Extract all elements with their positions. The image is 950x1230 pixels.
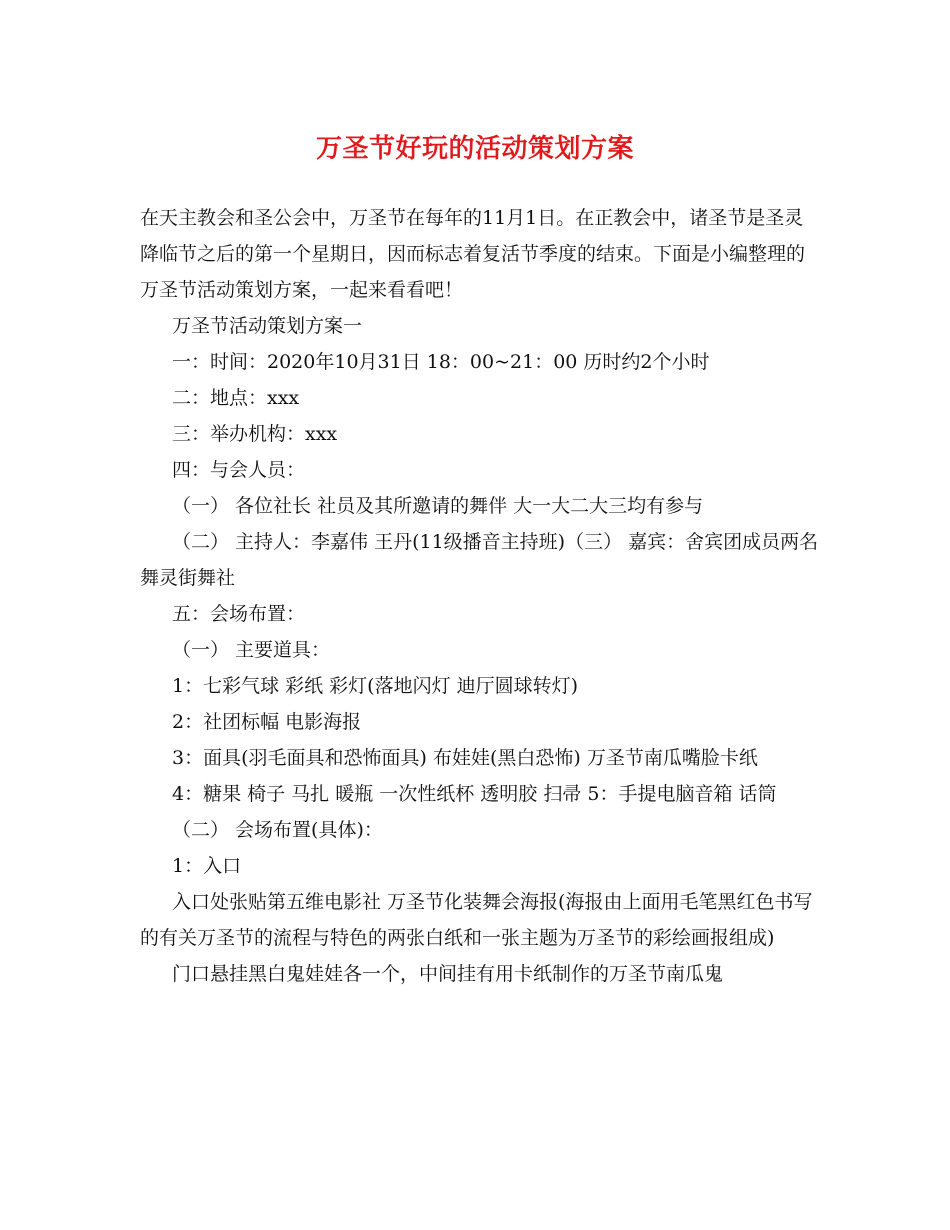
venue-setup-detail: （二） 会场布置(具体)：	[172, 819, 383, 841]
item-location: 二：地点：xxx	[172, 387, 300, 409]
document-body	[140, 200, 820, 992]
item-attendees: 四：与会人员：	[172, 459, 306, 481]
item-time: 一：时间：2020年10月31日 18：00~21：00 历时约2个小时	[172, 351, 710, 373]
props-item-3: 3：面具(羽毛面具和恐怖面具) 布娃娃(黑白恐怖) 万圣节南瓜嘴脸卡纸	[172, 747, 758, 769]
attendees-hosts-guests: （二） 主持人：李嘉伟 王丹(11级播音主持班)（三） 嘉宾：舍宾团成员两名 舞灵街舞社	[140, 531, 819, 589]
document-title: 万圣节好玩的活动策划方案	[315, 134, 634, 164]
props-item-4-5: 4：糖果 椅子 马扎 暖瓶 一次性纸杯 透明胶 扫帚 5：手提电脑音箱 话筒	[172, 783, 777, 805]
props-item-1: 1：七彩气球 彩纸 彩灯(落地闪灯 迪厅圆球转灯)	[172, 675, 579, 697]
intro-paragraph: 在天主教会和圣公会中，万圣节在每年的11月1日。在正教会中，诸圣节是圣灵降临节之后的第一个星期日，因而标志着复活节季度的结束。下面是小编整理的万圣节活动策划方案，一起来看看吧！	[140, 207, 806, 301]
setup-entrance-heading: 1：入口	[172, 855, 242, 877]
item-organizer: 三：举办机构：xxx	[172, 423, 338, 445]
attendees-members: （一） 各位社长 社员及其所邀请的舞伴 大一大二大三均有参与	[172, 495, 704, 517]
section-heading-plan-one: 万圣节活动策划方案一	[172, 315, 363, 337]
setup-entrance-dolls: 门口悬挂黑白鬼娃娃各一个，中间挂有用卡纸制作的万圣节南瓜鬼	[172, 963, 724, 985]
props-item-2: 2：社团标幅 电影海报	[172, 711, 362, 733]
venue-main-props: （一） 主要道具：	[172, 639, 331, 661]
setup-entrance-poster: 入口处张贴第五维电影社 万圣节化装舞会海报(海报由上面用毛笔黑红色书写的有关万圣节的流程与特色的两张白纸和一张主题为万圣节的彩绘画报组成)	[140, 891, 813, 949]
item-venue-setup: 五：会场布置：	[172, 603, 306, 625]
